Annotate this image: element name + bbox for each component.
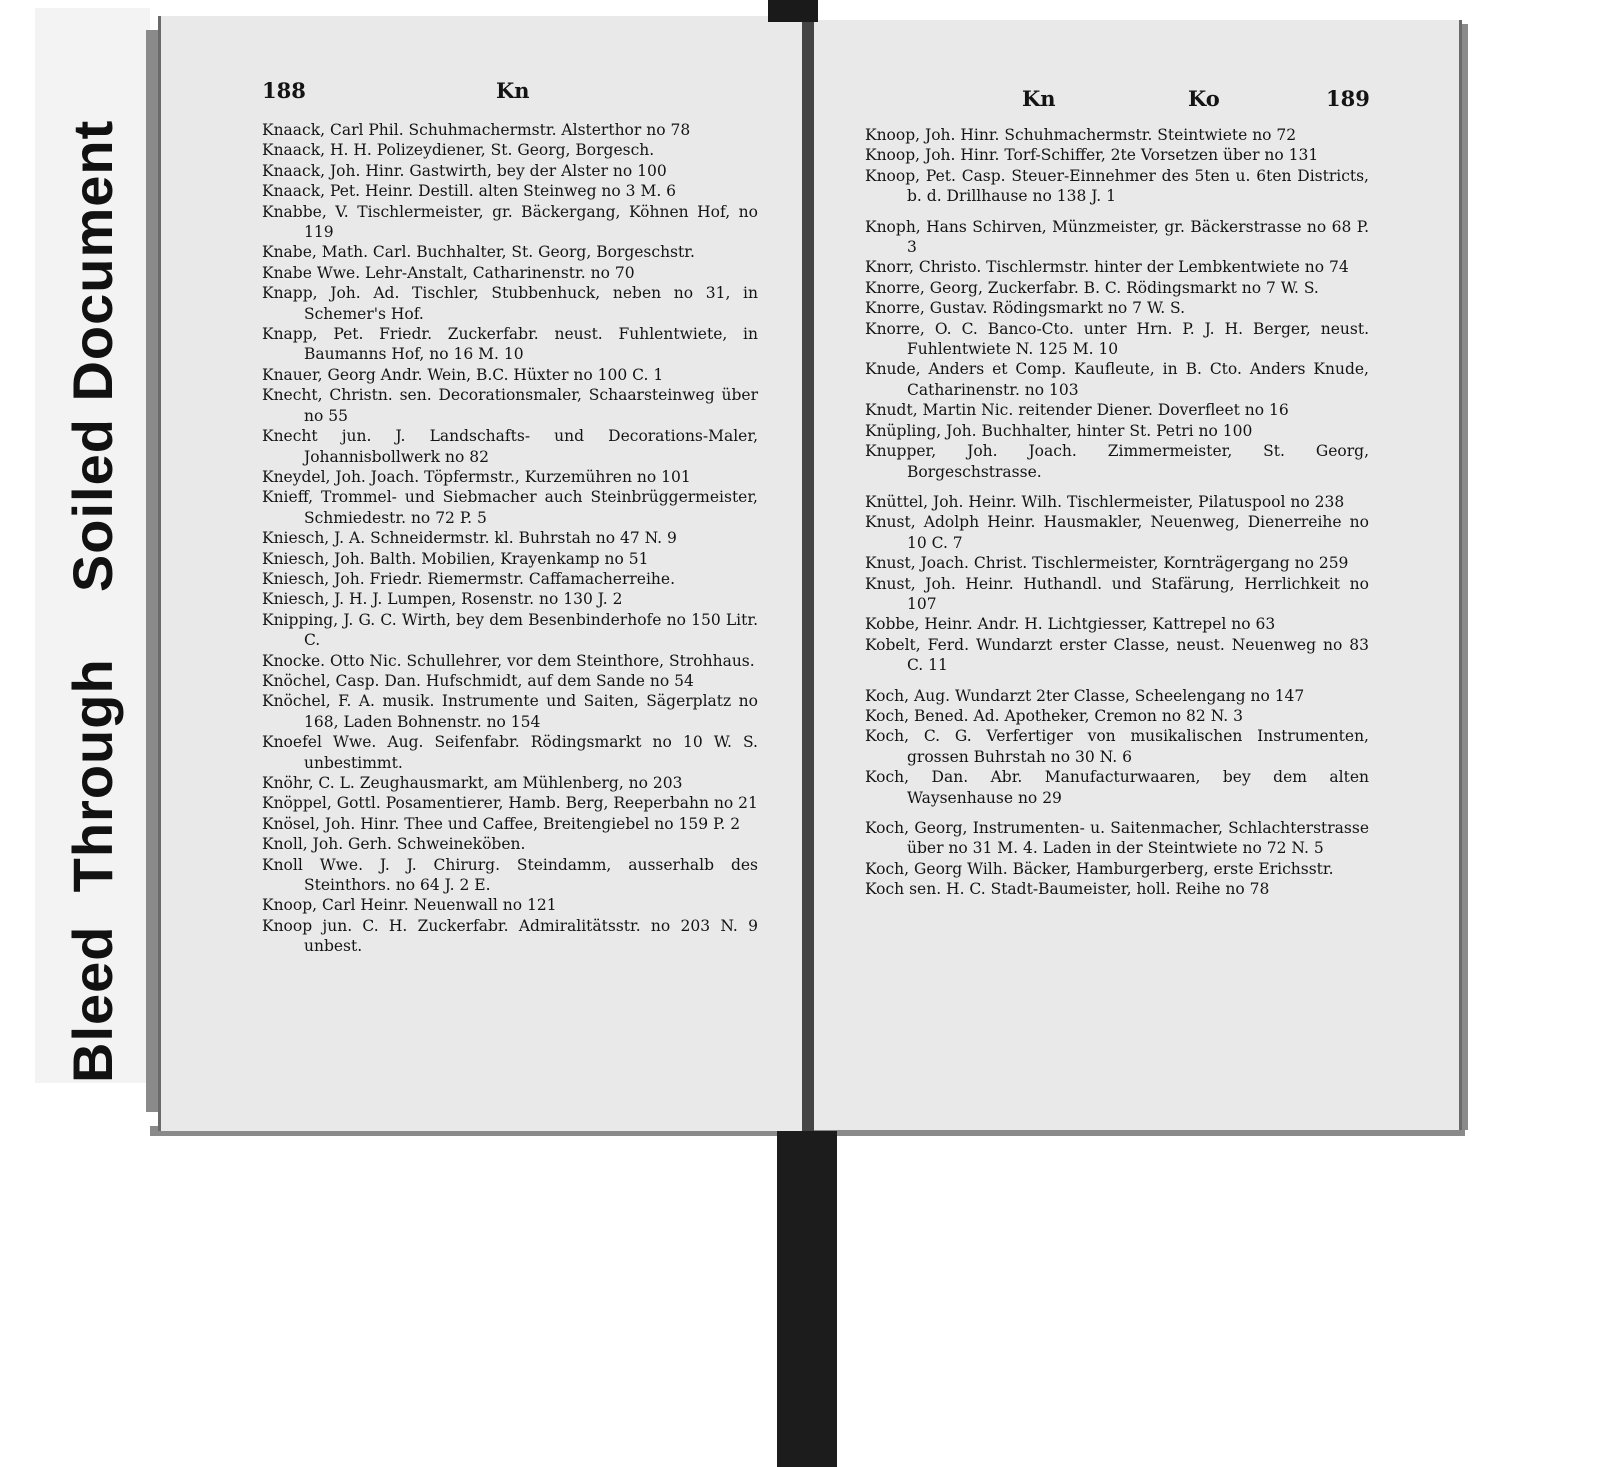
directory-entry: Knüpling, Joh. Buchhalter, hinter St. Petri no 100 xyxy=(865,421,1253,440)
right-page-entries xyxy=(865,125,1369,900)
right-page-number: 189 xyxy=(1326,86,1370,111)
directory-entry: Kneydel, Joh. Joach. Töpfermstr., Kurzemühren no 101 xyxy=(262,467,691,486)
directory-entry: Kniesch, Joh. Balth. Mobilien, Krayenkamp no 51 xyxy=(262,549,649,568)
book-gutter xyxy=(802,14,814,1134)
directory-entry: Kobelt, Ferd. Wundarzt erster Classe, neust. Neuenweg no 83 C. 11 xyxy=(865,635,1369,675)
directory-entry: Knipping, J. G. C. Wirth, bey dem Besenbinderhofe no 150 Litr. C. xyxy=(262,610,758,650)
directory-entry: Knust, Joach. Christ. Tischlermeister, Kornträgergang no 259 xyxy=(865,554,1349,573)
directory-entry: Knabe, Math. Carl. Buchhalter, St. Georg, Borgeschstr. xyxy=(262,243,695,262)
directory-entry: Knöppel, Gottl. Posamentierer, Hamb. Berg, Reeperbahn no 21 xyxy=(262,794,758,813)
binding-tab-top xyxy=(768,0,818,22)
directory-entry: Knaack, Carl Phil. Schuhmachermstr. Alsterthor no 78 xyxy=(262,121,691,139)
directory-entry: Koch, Bened. Ad. Apotheker, Cremon no 82 N. 3 xyxy=(865,706,1243,725)
condition-stamp-text xyxy=(35,8,150,1083)
directory-entry: Knoop, Pet. Casp. Steuer-Einnehmer des 5ten u. 6ten Districts, b. d. Drillhause no 138 J. 1 xyxy=(865,166,1369,206)
left-page-number: 188 xyxy=(262,78,306,103)
directory-entry: Knupper, Joh. Joach. Zimmermeister, St. Georg, Borgeschstrasse. xyxy=(865,442,1369,481)
directory-entry: Knüttel, Joh. Heinr. Wilh. Tischlermeister, Pilatuspool no 238 xyxy=(865,492,1345,511)
directory-entry: Knapp, Joh. Ad. Tischler, Stubbenhuck, neben no 31, in Schemer's Hof. xyxy=(262,284,758,323)
directory-entry: Kniesch, J. A. Schneidermstr. kl. Buhrstah no 47 N. 9 xyxy=(262,529,677,548)
directory-entry: Knecht jun. J. Landschafts- und Decorations-Maler, Johannisbollwerk no 82 xyxy=(262,427,758,466)
directory-entry: Knudt, Martin Nic. reitender Diener. Doverfleet no 16 xyxy=(865,401,1289,420)
directory-entry: Knoph, Hans Schirven, Münzmeister, gr. Bäckerstrasse no 68 P. 3 xyxy=(865,217,1369,257)
directory-entry: Knabe Wwe. Lehr-Anstalt, Catharinenstr. no 70 xyxy=(262,263,635,282)
directory-entry: Knorre, Gustav. Rödingsmarkt no 7 W. S. xyxy=(865,299,1186,318)
directory-entry: Knoop, Joh. Hinr. Schuhmachermstr. Steintwiete no 72 xyxy=(865,126,1297,144)
directory-entry: Koch, Aug. Wundarzt 2ter Classe, Scheelengang no 147 xyxy=(865,686,1305,705)
directory-entry: Kniesch, Joh. Friedr. Riemermstr. Caffamacherreihe. xyxy=(262,569,676,588)
stamp-word-through: Through xyxy=(61,658,124,893)
directory-entry: Knocke. Otto Nic. Schullehrer, vor dem Steinthore, Strohhaus. xyxy=(262,651,755,670)
directory-entry: Knösel, Joh. Hinr. Thee und Caffee, Breitengiebel no 159 P. 2 xyxy=(262,814,741,833)
directory-entry: Knust, Adolph Heinr. Hausmakler, Neuenweg, Dienerreihe no 10 C. 7 xyxy=(865,513,1369,552)
condition-stamp xyxy=(35,8,150,1083)
directory-entry: Kniesch, J. H. J. Lumpen, Rosenstr. no 130 J. 2 xyxy=(262,590,623,609)
directory-entry: Knapp, Pet. Friedr. Zuckerfabr. neust. Fuhlentwiete, in Baumanns Hof, no 16 M. 10 xyxy=(262,325,758,364)
directory-entry: Koch, Georg, Instrumenten- u. Saitenmacher, Schlachterstrasse über no 31 M. 4. Laden in der Steintwiete no 72 N. 5 xyxy=(865,819,1369,858)
directory-entry: Knieff, Trommel- und Siebmacher auch Steinbrüggermeister, Schmiedestr. no 72 P. 5 xyxy=(262,488,758,527)
directory-entry: Knöchel, F. A. musik. Instrumente und Saiten, Sägerplatz no 168, Laden Bohnenstr. no 154 xyxy=(262,692,758,731)
directory-entry: Knorr, Christo. Tischlermstr. hinter der Lembkentwiete no 74 xyxy=(865,258,1349,277)
directory-entry: Knecht, Christn. sen. Decorationsmaler, Schaarsteinweg über no 55 xyxy=(262,386,758,425)
right-page-header-right: Ko xyxy=(1188,86,1220,111)
directory-entry: Knöhr, C. L. Zeughausmarkt, am Mühlenberg, no 203 xyxy=(262,774,683,792)
directory-entry: Knorre, Georg, Zuckerfabr. B. C. Rödingsmarkt no 7 W. S. xyxy=(865,278,1319,297)
left-page-entries xyxy=(262,120,758,957)
directory-entry: Knoll Wwe. J. J. Chirurg. Steindamm, ausserhalb des Steinthors. no 64 J. 2 E. xyxy=(262,855,758,895)
directory-entry: Knust, Joh. Heinr. Huthandl. und Stafärung, Herrlichkeit no 107 xyxy=(865,574,1369,613)
directory-entry: Kobbe, Heinr. Andr. H. Lichtgiesser, Kattrepel no 63 xyxy=(865,615,1276,634)
directory-entry: Knoefel Wwe. Aug. Seifenfabr. Rödingsmarkt no 10 W. S. unbestimmt. xyxy=(262,733,758,772)
directory-entry: Knoop jun. C. H. Zuckerfabr. Admiralitätsstr. no 203 N. 9 unbest. xyxy=(262,916,758,956)
directory-entry: Koch, Georg Wilh. Bäcker, Hamburgerberg, erste Erichsstr. xyxy=(865,859,1334,878)
directory-entry: Knorre, O. C. Banco-Cto. unter Hrn. P. J. H. Berger, neust. Fuhlentwiete N. 125 M. 10 xyxy=(865,319,1369,359)
left-page-header: Kn xyxy=(496,78,530,103)
stamp-word-soiled-document: Soiled Document xyxy=(61,119,124,593)
stamp-word-bleed: Bleed xyxy=(61,925,124,1083)
directory-entry: Knaack, Joh. Hinr. Gastwirth, bey der Alster no 100 xyxy=(262,161,667,180)
directory-entry: Knöchel, Casp. Dan. Hufschmidt, auf dem Sande no 54 xyxy=(262,671,694,690)
directory-entry: Koch, Dan. Abr. Manufacturwaaren, bey dem alten Waysenhause no 29 xyxy=(865,768,1369,807)
directory-entry: Knaack, Pet. Heinr. Destill. alten Steinweg no 3 M. 6 xyxy=(262,182,677,201)
directory-entry: Knabbe, V. Tischlermeister, gr. Bäckergang, Köhnen Hof, no 119 xyxy=(262,202,758,242)
directory-entry: Knaack, H. H. Polizeydiener, St. Georg, Borgesch. xyxy=(262,141,655,160)
directory-entry: Knoop, Carl Heinr. Neuenwall no 121 xyxy=(262,896,557,915)
right-page-header-left: Kn xyxy=(1022,86,1056,111)
binding-tab-bottom xyxy=(777,1131,837,1467)
directory-entry: Knauer, Georg Andr. Wein, B.C. Hüxter no 100 C. 1 xyxy=(262,365,664,384)
directory-entry: Knoll, Joh. Gerh. Schweineköben. xyxy=(262,835,526,854)
directory-entry: Knoop, Joh. Hinr. Torf-Schiffer, 2te Vorsetzen über no 131 xyxy=(865,146,1319,165)
directory-entry: Knude, Anders et Comp. Kaufleute, in B. Cto. Anders Knude, Catharinenstr. no 103 xyxy=(865,360,1369,399)
directory-entry: Koch, C. G. Verfertiger von musikalischen Instrumenten, grossen Buhrstah no 30 N. 6 xyxy=(865,727,1369,766)
directory-entry: Koch sen. H. C. Stadt-Baumeister, holl. Reihe no 78 xyxy=(865,880,1270,899)
